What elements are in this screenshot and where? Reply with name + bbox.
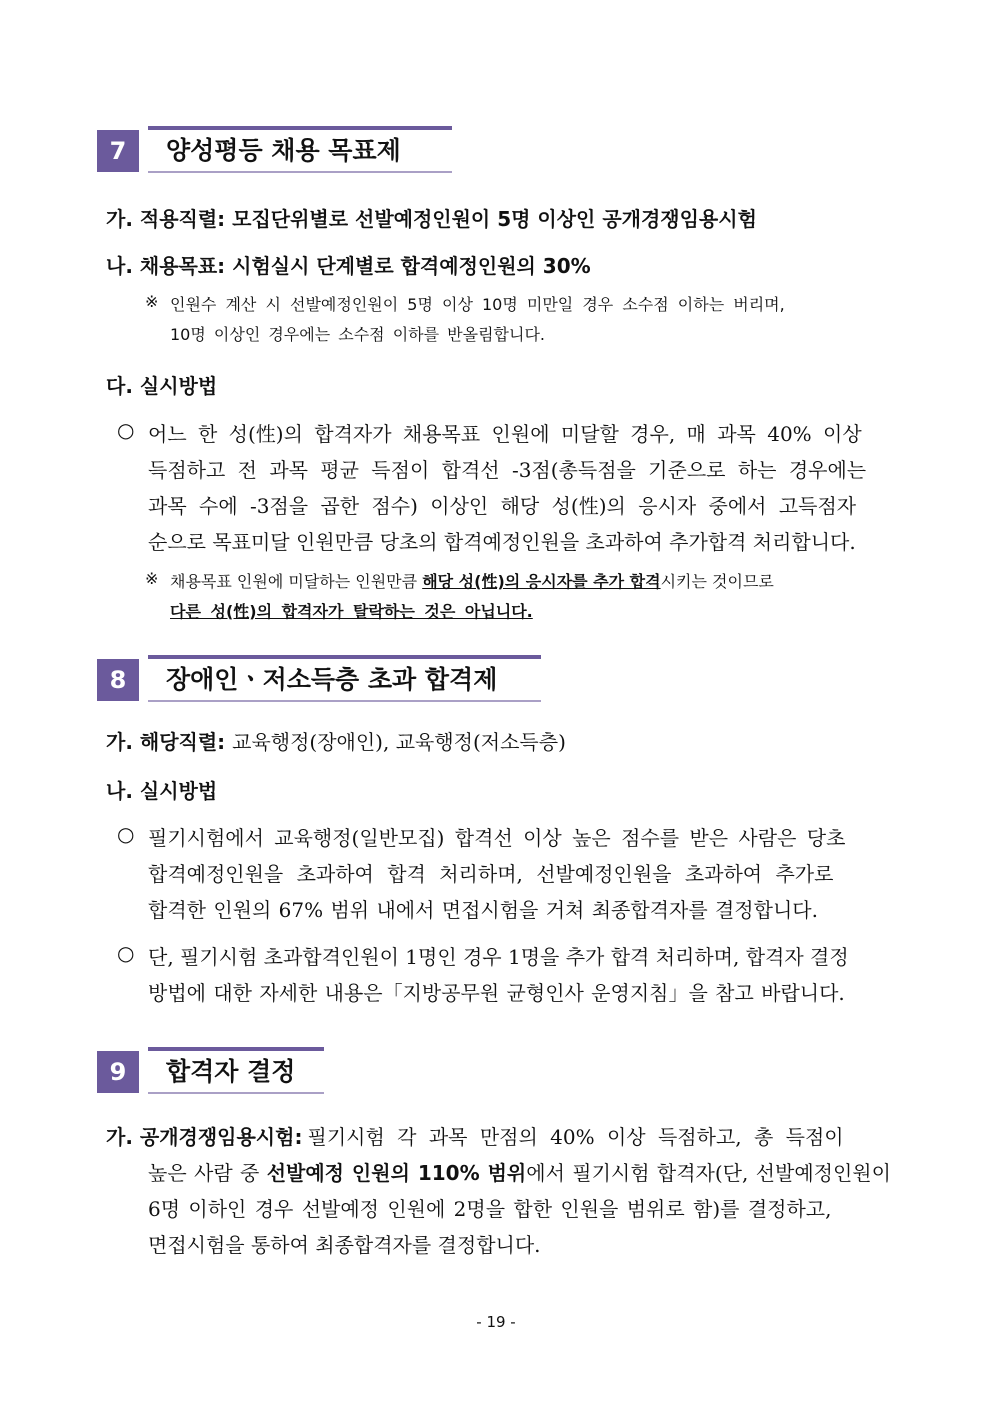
paragraph-line: 6명 이하인 경우 선발예정 인원에 2명을 합한 인원을 범위로 함)를 결정하고,: [148, 1197, 832, 1221]
paragraph-line: [148, 1157, 891, 1186]
text-plain: 높은 사람 중: [148, 1161, 267, 1185]
note-text: 인원수 계산 시 선발예정인원이 5명 이상 10명 미만일 경우 소수점 이하는 버리며,: [170, 295, 785, 314]
paragraph-line: 면접시험을 통하여 최종합격자를 결정합니다.: [148, 1233, 541, 1257]
note-text-plain: 채용목표 인원에 미달하는 인원만큼: [170, 572, 423, 591]
item-heading-label: 가. 공개경쟁임용시험:: [106, 1125, 303, 1149]
note-mark: ※: [145, 292, 159, 311]
text-plain: 에서 필기시험 합격자(단, 선발예정인원이: [526, 1161, 891, 1185]
note-text: [170, 569, 774, 592]
bullet: ○: [117, 822, 135, 846]
note-mark: ※: [145, 569, 159, 588]
item-heading: 나. 채용목표: 시험실시 단계별로 합격예정인원의 30%: [106, 254, 591, 278]
paragraph-line: 방법에 대한 자세한 내용은「지방공무원 균형인사 운영지침」을 참고 바랍니다.: [148, 981, 845, 1005]
paragraph-line: 필기시험에서 교육행정(일반모집) 합격선 이상 높은 점수를 받은 사람은 당초: [148, 826, 846, 850]
bullet: ○: [117, 941, 135, 965]
section-title: 합격자 결정: [148, 1051, 324, 1093]
text-bold: 선발예정 인원의 110% 범위: [266, 1161, 527, 1185]
paragraph-line: 필기시험 각 과목 만점의 40% 이상 득점하고, 총 득점이: [307, 1125, 844, 1149]
paragraph-line: 단, 필기시험 초과합격인원이 1명인 경우 1명을 추가 합격 처리하며, 합격자 결정: [148, 945, 849, 969]
paragraph-line: 득점하고 전 과목 평균 득점이 합격선 -3점(총득점을 기준으로 하는 경우에는: [148, 458, 867, 482]
bullet: ○: [117, 418, 135, 442]
section-title: 양성평등 채용 목표제: [148, 130, 452, 172]
item-heading: 나. 실시방법: [106, 779, 218, 803]
paragraph-line: 과목 수에 -3점을 곱한 점수) 이상인 해당 성(性)의 응시자 중에서 고득점자: [148, 494, 857, 518]
paragraph-line: 어느 한 성(性)의 합격자가 채용목표 인원에 미달할 경우, 매 과목 40% 이상: [148, 422, 862, 446]
item-heading: [106, 1121, 844, 1150]
paragraph-line: 합격예정인원을 초과하여 합격 처리하며, 선발예정인원을 초과하여 추가로: [148, 862, 834, 886]
item-heading: 가. 적용직렬: 모집단위별로 선발예정인원이 5명 이상인 공개경쟁임용시험: [106, 207, 757, 231]
paragraph-line: 순으로 목표미달 인원만큼 당초의 합격예정인원을 초과하여 추가합격 처리합니다.: [148, 530, 856, 554]
item-heading-label: 가. 해당직렬:: [106, 730, 226, 754]
paragraph-line: 합격한 인원의 67% 범위 내에서 면접시험을 거쳐 최종합격자를 결정합니다.: [148, 898, 818, 922]
note-text-plain: 시키는 것이므로: [660, 572, 774, 591]
item-heading: [106, 726, 566, 755]
item-heading: 다. 실시방법: [106, 374, 218, 398]
page-number: - 19 -: [476, 1313, 516, 1331]
section-number: 8: [97, 659, 139, 701]
item-heading-value: 교육행정(장애인), 교육행정(저소득층): [232, 730, 566, 754]
section-title: 장애인ㆍ저소득층 초과 합격제: [148, 659, 541, 701]
note-text: 10명 이상인 경우에는 소수점 이하를 반올림합니다.: [170, 325, 545, 344]
note-text-underlined: 다른 성(性)의 합격자가 탈락하는 것은 아닙니다.: [170, 602, 533, 621]
note-text-underlined: 해당 성(性)의 응시자를 추가 합격: [422, 572, 661, 591]
section-number: 7: [97, 130, 139, 172]
section-number: 9: [97, 1051, 139, 1093]
